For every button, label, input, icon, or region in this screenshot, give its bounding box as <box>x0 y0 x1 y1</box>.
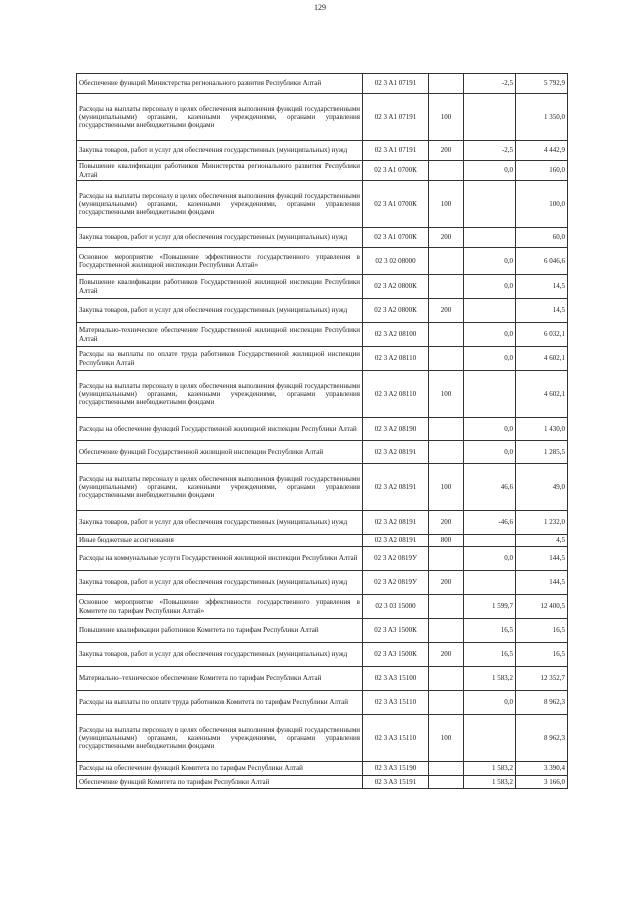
total-amount-cell: 4 442,9 <box>516 141 568 161</box>
target-code-cell: 02 3 A2 08110 <box>363 371 429 418</box>
expense-type-cell <box>429 323 464 347</box>
expense-name-cell: Расходы на обеспечение функций Государственной жилищной инспекции Республики Алтай <box>77 418 363 441</box>
change-amount-cell <box>464 299 516 323</box>
expense-name-cell: Основное мероприятие «Повышение эффективности государственного управления в Государственной жилищной инспекции Республики Алтай» <box>77 248 363 275</box>
expense-name-cell: Повышение квалификации работников Комитета по тарифам Республики Алтай <box>77 619 363 643</box>
target-code-cell: 02 3 A3 15100 <box>363 667 429 691</box>
budget-table <box>76 73 568 789</box>
expense-name-cell: Закупка товаров, работ и услуг для обеспечения государственных (муниципальных) нужд <box>77 141 363 161</box>
expense-name-cell: Обеспечение функций Комитета по тарифам Республики Алтай <box>77 776 363 789</box>
expense-type-cell <box>429 347 464 371</box>
table-row <box>77 715 568 762</box>
expense-type-cell <box>429 248 464 275</box>
change-amount-cell <box>464 571 516 595</box>
expense-name-cell: Основное мероприятие «Повышение эффективности государственного управления в Комитете по тарифам Республики Алтай» <box>77 595 363 619</box>
total-amount-cell: 144,5 <box>516 547 568 571</box>
table-row <box>77 595 568 619</box>
expense-name-cell: Расходы на выплаты персоналу в целях обеспечения выполнения функций государственными (муниципальными) органами, казенными учреждениями, органами управления государственными внебюджетными фондами <box>77 715 363 762</box>
change-amount-cell <box>464 228 516 248</box>
change-amount-cell: 0,0 <box>464 547 516 571</box>
total-amount-cell: 1 350,0 <box>516 94 568 141</box>
expense-type-cell <box>429 74 464 94</box>
table-row <box>77 418 568 441</box>
expense-type-cell: 100 <box>429 371 464 418</box>
expense-name-cell: Материально–техническое обеспечение Комитета по тарифам Республики Алтай <box>77 667 363 691</box>
table-row <box>77 441 568 464</box>
change-amount-cell: 46,6 <box>464 464 516 511</box>
target-code-cell: 02 3 A3 1500К <box>363 619 429 643</box>
target-code-cell: 02 3 A2 08191 <box>363 441 429 464</box>
target-code-cell: 02 3 A2 08191 <box>363 535 429 547</box>
table-row <box>77 619 568 643</box>
total-amount-cell: 1 285,5 <box>516 441 568 464</box>
table-row <box>77 299 568 323</box>
target-code-cell: 02 3 A3 15110 <box>363 715 429 762</box>
page-number: 129 <box>314 3 326 12</box>
table-row <box>77 691 568 715</box>
total-amount-cell: 144,5 <box>516 571 568 595</box>
table-row <box>77 511 568 535</box>
change-amount-cell <box>464 715 516 762</box>
expense-type-cell <box>429 441 464 464</box>
table-row <box>77 547 568 571</box>
total-amount-cell: 4 602,1 <box>516 347 568 371</box>
change-amount-cell: -46,6 <box>464 511 516 535</box>
expense-type-cell: 100 <box>429 715 464 762</box>
expense-type-cell <box>429 161 464 181</box>
expense-name-cell: Повышение квалификации работников Государственной жилищной инспекции Республики Алтай <box>77 275 363 299</box>
change-amount-cell <box>464 535 516 547</box>
expense-name-cell: Расходы на выплаты по оплате труда работников Государственной жилищной инспекции Республики Алтай <box>77 347 363 371</box>
change-amount-cell: 16,5 <box>464 643 516 667</box>
target-code-cell: 02 3 A2 08110 <box>363 347 429 371</box>
target-code-cell: 02 3 A3 1500К <box>363 643 429 667</box>
total-amount-cell: 100,0 <box>516 181 568 228</box>
total-amount-cell: 16,5 <box>516 643 568 667</box>
change-amount-cell: 0,0 <box>464 323 516 347</box>
expense-name-cell: Расходы на обеспечение функций Комитета по тарифам Республики Алтай <box>77 762 363 776</box>
total-amount-cell: 4 602,1 <box>516 371 568 418</box>
table-row <box>77 181 568 228</box>
expense-type-cell: 200 <box>429 228 464 248</box>
change-amount-cell: -2,5 <box>464 141 516 161</box>
total-amount-cell: 49,0 <box>516 464 568 511</box>
change-amount-cell: 1 583,2 <box>464 667 516 691</box>
target-code-cell: 02 3 A1 0700К <box>363 181 429 228</box>
total-amount-cell: 3 166,0 <box>516 776 568 789</box>
change-amount-cell <box>464 371 516 418</box>
table-row <box>77 228 568 248</box>
target-code-cell: 02 3 A1 07191 <box>363 141 429 161</box>
total-amount-cell: 1 232,0 <box>516 511 568 535</box>
expense-name-cell: Расходы на выплаты персоналу в целях обеспечения выполнения функций государственными (муниципальными) органами, казенными учреждениями, органами управления государственными внебюджетными фондами <box>77 371 363 418</box>
table-row <box>77 323 568 347</box>
change-amount-cell: 1 599,7 <box>464 595 516 619</box>
expense-name-cell: Обеспечение функций Министерства регионального развития Республики Алтай <box>77 74 363 94</box>
total-amount-cell: 4,5 <box>516 535 568 547</box>
total-amount-cell: 60,0 <box>516 228 568 248</box>
table-row <box>77 275 568 299</box>
total-amount-cell: 1 430,0 <box>516 418 568 441</box>
table-row <box>77 762 568 776</box>
expense-type-cell <box>429 667 464 691</box>
table-row <box>77 248 568 275</box>
expense-name-cell: Расходы на выплаты персоналу в целях обеспечения выполнения функций государственными (муниципальными) органами, казенными учреждениями, органами управления государственными внебюджетными фондами <box>77 181 363 228</box>
table-row <box>77 643 568 667</box>
expense-name-cell: Закупка товаров, работ и услуг для обеспечения государственных (муниципальных) нужд <box>77 643 363 667</box>
expense-name-cell: Иные бюджетные ассигнования <box>77 535 363 547</box>
expense-type-cell <box>429 619 464 643</box>
table-row <box>77 141 568 161</box>
change-amount-cell: 1 583,2 <box>464 762 516 776</box>
total-amount-cell: 6 046,6 <box>516 248 568 275</box>
expense-type-cell: 200 <box>429 643 464 667</box>
expense-type-cell: 200 <box>429 141 464 161</box>
total-amount-cell: 14,5 <box>516 275 568 299</box>
target-code-cell: 02 3 A2 0800К <box>363 275 429 299</box>
expense-name-cell: Материально-техническое обеспечение Государственной жилищной инспекции Республики Алтай <box>77 323 363 347</box>
total-amount-cell: 16,5 <box>516 619 568 643</box>
expense-type-cell <box>429 595 464 619</box>
change-amount-cell: 16,5 <box>464 619 516 643</box>
expense-type-cell <box>429 776 464 789</box>
total-amount-cell: 8 962,3 <box>516 691 568 715</box>
expense-type-cell <box>429 418 464 441</box>
expense-type-cell: 100 <box>429 181 464 228</box>
table-row <box>77 535 568 547</box>
table-row <box>77 74 568 94</box>
change-amount-cell: 0,0 <box>464 441 516 464</box>
target-code-cell: 02 3 A1 07191 <box>363 74 429 94</box>
total-amount-cell: 12 400,5 <box>516 595 568 619</box>
expense-name-cell: Закупка товаров, работ и услуг для обеспечения государственных (муниципальных) нужд <box>77 511 363 535</box>
expense-name-cell: Расходы на выплаты персоналу в целях обеспечения выполнения функций государственными (муниципальными) органами, казенными учреждениями, органами управления государственными внебюджетными фондами <box>77 464 363 511</box>
expense-name-cell: Обеспечение функций Государственной жилищной инспекции Республики Алтай <box>77 441 363 464</box>
target-code-cell: 02 3 02 08000 <box>363 248 429 275</box>
target-code-cell: 02 3 A2 08190 <box>363 418 429 441</box>
target-code-cell: 02 3 A2 0819У <box>363 571 429 595</box>
expense-type-cell <box>429 275 464 299</box>
target-code-cell: 02 3 A2 08191 <box>363 511 429 535</box>
expense-name-cell: Закупка товаров, работ и услуг для обеспечения государственных (муниципальных) нужд <box>77 299 363 323</box>
target-code-cell: 02 3 A2 08100 <box>363 323 429 347</box>
change-amount-cell: 0,0 <box>464 275 516 299</box>
expense-name-cell: Расходы на выплаты по оплате труда работников Комитета по тарифам Республики Алтай <box>77 691 363 715</box>
total-amount-cell: 3 390,4 <box>516 762 568 776</box>
change-amount-cell: 1 583,2 <box>464 776 516 789</box>
change-amount-cell: 0,0 <box>464 691 516 715</box>
change-amount-cell: 0,0 <box>464 418 516 441</box>
total-amount-cell: 6 032,1 <box>516 323 568 347</box>
total-amount-cell: 14,5 <box>516 299 568 323</box>
expense-type-cell <box>429 762 464 776</box>
budget-table-body <box>77 74 568 789</box>
target-code-cell: 02 3 03 15000 <box>363 595 429 619</box>
table-row <box>77 94 568 141</box>
target-code-cell: 02 3 A2 08191 <box>363 464 429 511</box>
expense-name-cell: Повышение квалификации работников Министерства регионального развития Республики Алтай <box>77 161 363 181</box>
expense-name-cell: Закупка товаров, работ и услуг для обеспечения государственных (муниципальных) нужд <box>77 228 363 248</box>
expense-type-cell <box>429 691 464 715</box>
target-code-cell: 02 3 A1 07191 <box>363 94 429 141</box>
expense-type-cell: 200 <box>429 299 464 323</box>
target-code-cell: 02 3 A3 15191 <box>363 776 429 789</box>
change-amount-cell: 0,0 <box>464 161 516 181</box>
total-amount-cell: 8 962,3 <box>516 715 568 762</box>
target-code-cell: 02 3 A1 0700К <box>363 161 429 181</box>
change-amount-cell: 0,0 <box>464 248 516 275</box>
expense-type-cell: 200 <box>429 511 464 535</box>
expense-type-cell: 100 <box>429 94 464 141</box>
target-code-cell: 02 3 A1 0700К <box>363 228 429 248</box>
target-code-cell: 02 3 A2 0800К <box>363 299 429 323</box>
expense-name-cell: Расходы на выплаты персоналу в целях обеспечения выполнения функций государственными (муниципальными) органами, казенными учреждениями, органами управления государственными внебюджетными фондами <box>77 94 363 141</box>
total-amount-cell: 12 352,7 <box>516 667 568 691</box>
expense-type-cell: 200 <box>429 571 464 595</box>
total-amount-cell: 5 792,9 <box>516 74 568 94</box>
table-row <box>77 571 568 595</box>
expense-type-cell <box>429 547 464 571</box>
change-amount-cell: -2,5 <box>464 74 516 94</box>
expense-name-cell: Расходы на коммунальные услуги Государственной жилищной инспекции Республики Алтай <box>77 547 363 571</box>
table-row <box>77 347 568 371</box>
target-code-cell: 02 3 A3 15110 <box>363 691 429 715</box>
expense-type-cell: 100 <box>429 464 464 511</box>
expense-type-cell: 800 <box>429 535 464 547</box>
total-amount-cell: 160,0 <box>516 161 568 181</box>
change-amount-cell <box>464 181 516 228</box>
expense-name-cell: Закупка товаров, работ и услуг для обеспечения государственных (муниципальных) нужд <box>77 571 363 595</box>
target-code-cell: 02 3 A2 0819У <box>363 547 429 571</box>
table-row <box>77 667 568 691</box>
table-row <box>77 161 568 181</box>
table-row <box>77 464 568 511</box>
target-code-cell: 02 3 A3 15190 <box>363 762 429 776</box>
table-row <box>77 371 568 418</box>
change-amount-cell: 0,0 <box>464 347 516 371</box>
table-row <box>77 776 568 789</box>
change-amount-cell <box>464 94 516 141</box>
